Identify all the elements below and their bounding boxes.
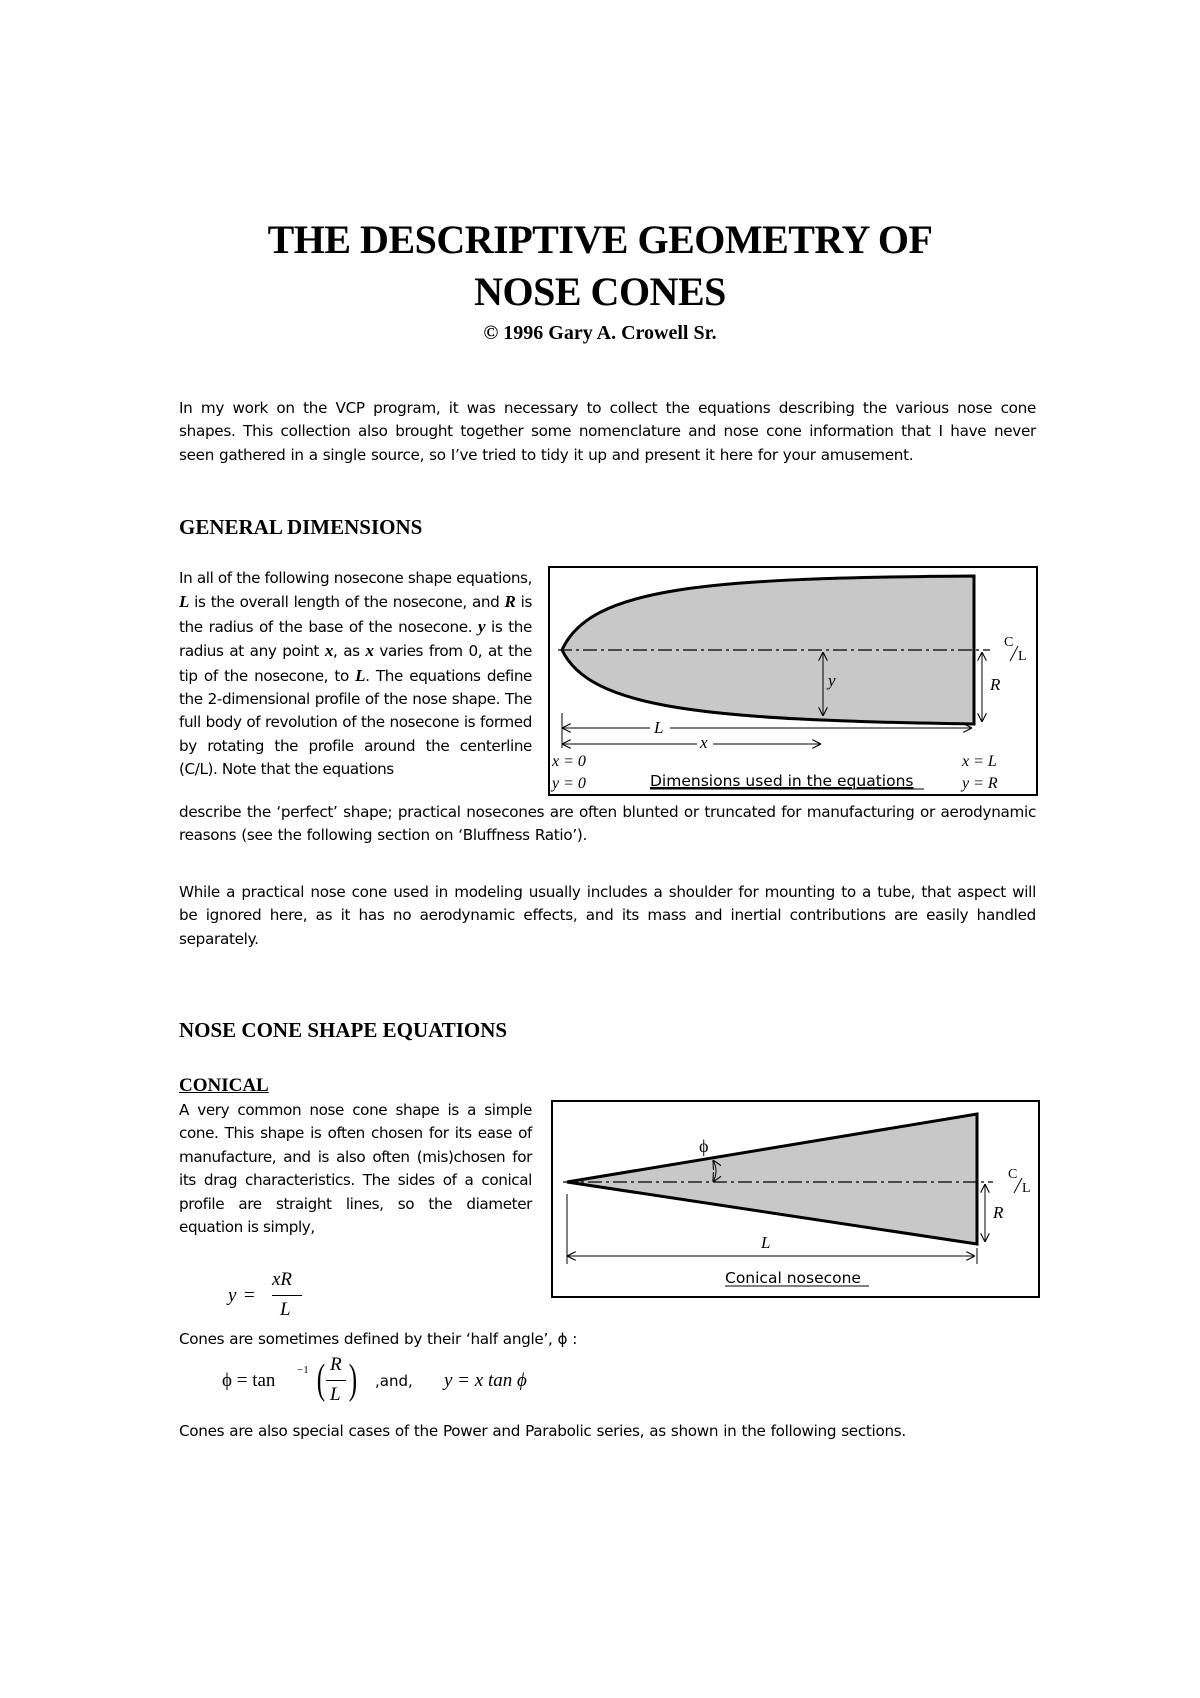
phi-denominator: L xyxy=(330,1384,341,1405)
title-line-1: THE DESCRIPTIVE GEOMETRY OF xyxy=(267,217,933,262)
general-dimensions-heading: GENERAL DIMENSIONS xyxy=(179,515,423,539)
label-x: x xyxy=(700,733,708,752)
figure-caption: Conical nosecone xyxy=(725,1269,861,1287)
phi-superscript: −1 xyxy=(297,1364,309,1376)
left-paren: ( xyxy=(316,1357,326,1403)
dimensions-diagram xyxy=(550,568,1036,794)
var-R: R xyxy=(504,592,516,612)
title-line-2: NOSE CONES xyxy=(474,269,726,314)
label-x0: x = 0 xyxy=(552,753,586,770)
text-run: varies from 0, at the tip of the nosecone, to xyxy=(179,642,533,685)
centerline-symbol: C/L xyxy=(184,760,208,779)
right-paren: ) xyxy=(348,1357,358,1403)
label-phi: ϕ xyxy=(699,1136,709,1156)
var-x: x xyxy=(365,641,374,661)
text-run: ). Note that the equations xyxy=(207,760,394,779)
phi-numerator: R xyxy=(330,1354,342,1375)
conical-equation xyxy=(228,1265,308,1325)
eq-y: y xyxy=(228,1285,237,1306)
text-run: , as xyxy=(332,642,366,661)
general-paragraph-2: While a practical nose cone used in modeling usually includes a shoulder for mounting to a tube, that aspect will be ignored here, as it has no aerodynamic effects, and its mass and inertial contributions are easily handled separately. xyxy=(179,883,1036,948)
eq-numerator: xR xyxy=(272,1269,293,1290)
label-L-sub: L xyxy=(1018,649,1027,664)
conical-figure xyxy=(551,1100,1040,1298)
label-L: L xyxy=(761,1233,771,1252)
closing-paragraph: Cones are also special cases of the Power and Parabolic series, as shown in the following sections. xyxy=(179,1422,906,1440)
var-x: x xyxy=(324,641,333,661)
label-xL: x = L xyxy=(962,753,997,770)
label-L: L xyxy=(654,718,664,737)
label-y: y xyxy=(828,671,836,690)
phi-lhs: ϕ = tan xyxy=(222,1370,276,1391)
label-L-sub: L xyxy=(1022,1181,1031,1196)
label-yR: y = R xyxy=(962,775,998,792)
y-tan-equation: y = x tan ϕ xyxy=(444,1370,527,1391)
text-run: In all of the following nosecone shape equations, xyxy=(179,569,532,587)
and-text: ,and, xyxy=(375,1372,413,1390)
conical-paragraph: A very common nose cone shape is a simple cone. This shape is often chosen for its ease of manufacture, and is also often (mis)chosen for its drag characteristics. The sides of a conical profile are straight lines, so the diameter equation is simply, xyxy=(179,1101,532,1237)
dimensions-figure xyxy=(548,566,1038,796)
eq-equals: = xyxy=(244,1285,255,1306)
var-y: y xyxy=(478,616,486,636)
half-angle-equation xyxy=(222,1352,582,1414)
var-L: L xyxy=(179,592,189,612)
figure-caption: Dimensions used in the equations xyxy=(650,772,914,790)
eq-denominator: L xyxy=(280,1299,291,1320)
conical-subheading: CONICAL xyxy=(179,1075,269,1096)
fraction-bar xyxy=(272,1295,302,1296)
text-run: is the radius at any point xyxy=(179,617,532,661)
intro-paragraph: In my work on the VCP program, it was necessary to collect the equations describing the various nose cone shapes. This collection also brought together some nomenclature and nose cone information that I have never seen gathered in a single source, so I’ve tried to tidy it up and present it here for your amusement. xyxy=(179,399,1036,464)
copyright: © 1996 Gary A. Crowell Sr. xyxy=(483,322,717,344)
half-angle-text: Cones are sometimes defined by their ‘half angle’, ϕ : xyxy=(179,1330,578,1348)
label-R: R xyxy=(990,675,1001,694)
label-C: C xyxy=(1008,1167,1018,1182)
text-run: is the radius of the base of the nosecone. xyxy=(179,593,532,636)
text-run: . The equations define the 2-dimensional profile of the nose shape. The full body of revolution of the nosecone is formed by rotating the profile around the centerline ( xyxy=(179,666,532,779)
phi-fraction-bar xyxy=(326,1380,346,1381)
general-paragraph-1 xyxy=(179,567,532,782)
label-y0: y = 0 xyxy=(552,775,586,792)
conical-diagram xyxy=(553,1102,1038,1296)
general-paragraph-1-continued: describe the ‘perfect’ shape; practical nosecones are often blunted or truncated for manufacturing or aerodynamic reasons (see the following section on ‘Bluffness Ratio’). xyxy=(179,803,1036,845)
shape-equations-heading: NOSE CONE SHAPE EQUATIONS xyxy=(179,1018,508,1042)
label-C: C xyxy=(1004,635,1014,650)
label-R: R xyxy=(993,1203,1004,1222)
text-run: is the overall length of the nosecone, and xyxy=(188,593,505,612)
cone-profile xyxy=(567,1114,977,1244)
var-L: L xyxy=(355,665,366,685)
